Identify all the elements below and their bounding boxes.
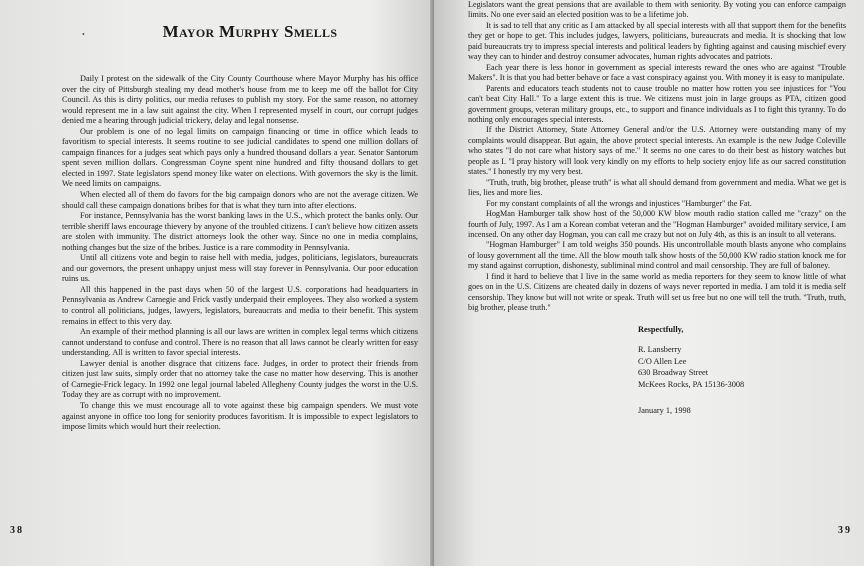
paragraph: When elected all of them do favors for the big campaign donors who are not the average citizen. We should call these campaign donations bribes for that is what they turn into after elections.: [62, 190, 418, 210]
paragraph: HogMan Hamburger talk show host of the 50,000 KW blow mouth radio station called me "crazy" on the fourth of July, 1997. As I am a Korean combat veteran and the "Hogman Hamburger" avoided military service, I am incensed. On any other day Hogman, you can call me crazy but not on July 4th, as this is an insult to all veterans.: [468, 209, 846, 239]
city-state-zip: McKees Rocks, PA 15136-3008: [638, 379, 745, 389]
paragraph: It is sad to tell that any critic as I am attacked by all special interests with all that support them for the benefits they get or hope to get. This includes judges, lawyers, politicians, bureaucrats and media. It is shocking that low paid bureaucrats try to impress special interests and political leaders by fighting against and causing mischief every way they can to hinder and destroy consumer advocates, human rights advocates and patriots.: [468, 20, 846, 62]
paragraph: "Truth, truth, big brother, please truth" is what all should demand from government and media. What we get is lies, lies and more lies.: [468, 177, 846, 198]
paragraph: Daily I protest on the sidewalk of the City County Courthouse where Mayor Murphy has his office over the city of Pittsburgh stealing my dead mother's house from me to keep me off the ballot for City Council. As this is dirty politics, our media refuses to publish my story. For the same reason, no attorney would represent me in a law suit against the city. When I represented myself in court, our corrupt judges denied me a hearing through judicial trickery, delay and legal nonsense.: [62, 74, 418, 126]
article-title: Mayor Murphy Smells: [162, 22, 338, 41]
paragraph: Each year there is less honor in government as special interests reward the ones who are against "Trouble Makers". It is that you had better behave or face a vast conspiracy against you. With money it is easy to manipulate.: [468, 62, 846, 83]
right-body: [468, 0, 846, 314]
paragraph: "Hogman Hamburger" I am told weighs 350 pounds. His uncontrollable mouth blasts anyone who complains of lousy government all the time. All the blow mouth talk show hosts of the 50,000 KW radio station knock me for my stand against corruption, dishonesty, subliminal mind control and mail censorship. They are full of baloney.: [468, 240, 846, 271]
care-of-line: C/O Allen Lee: [638, 356, 687, 366]
letter-date: January 1, 1998: [638, 406, 691, 416]
paragraph: I find it hard to believe that I live in the same world as media reporters for they seem to know little of what goes on in the U.S. Citizens are cheated daily in dozens of ways never reported in media. I am told it is media self censorship. They know but will not write or speak. Truth will set us free but no one will tell the truth. "Truth, truth, big brother, please truth.": [468, 271, 846, 313]
right-page: [434, 0, 864, 566]
closing: Respectfully,: [638, 324, 684, 334]
paragraph: If the District Attorney, State Attorney General and/or the U.S. Attorney were outstanding many of my complaints would disappear. But again, the above protect special interests. An example is the new Judge Coleville who states "I do not care what history says of me." It seems no one cares to do their best as history watches but people as I. "I pray history will look very kindly on my efforts to help society enjoy life as our sacred constitution states." I honestly try my very best.: [468, 125, 846, 177]
paragraph: For instance, Pennsylvania has the worst banking laws in the U.S., which protect the banks only. Our terrible sheriff laws encourage thievery by anyone of the troubled citizens. I can't believe how citizen assets are stolen with immunity. The district attorneys look the other way. Since no one in media complains, nothing changes but the size of the bribes. Justice is a rare commodity in Pennsylvania.: [62, 211, 418, 252]
paragraph: Lawyer denial is another disgrace that citizens face. Judges, in order to protect their friends from citizen just law suits, simply order that no attorney take the case no matter how deserving. This is another of Carnegie-Frick legacy. In 1992 one legal journal labeled Allegheny County judges the worst in the U.S. Today they are as corrupt with no improvement.: [62, 358, 418, 400]
paragraph: Our problem is one of no legal limits on campaign financing or time in office which leads to favoritism to special interests. It seems routine to see judicial candidates to spend one million dollars of campaign finances for a judges seat which pays only a hundred thousand dollars a year. Senator Santorum spent seven million dollars. Congressman Coyne spent nine hundred and fifty thousand dollars to get elected in 1997. State legislators spend money like water on elections. With governors the sky is the limit. We need limits on campaigns.: [62, 126, 418, 189]
paragraph: Legislators want the great pensions that are available to them with seniority. By voting you can enforce campaign limits. No one ever said an elected position was to be a lifetime job.: [468, 0, 846, 20]
paragraph: Until all citizens vote and begin to raise hell with media, judges, politicians, legislators, bureaucrats and our governors, the present unhappy unjust mess will stay forever in Pennsylvania. Our poor education ruins us.: [62, 253, 418, 284]
signer-name: R. Lansberry: [638, 345, 682, 355]
signature-block: [638, 324, 846, 417]
paragraph: All this happened in the past days when 50 of the largest U.S. corporations had headquarters in Pennsylvania as Andrew Carnegie and Frick vastly underpaid their employees. They also worked a system to control all politicians, judges, lawyers, legislators, bureaucrats and media to their benefit. This system remains in effect to this very day.: [62, 284, 418, 326]
page-number: 38: [10, 525, 24, 536]
ink-mark: •: [82, 30, 85, 39]
left-body: [62, 74, 418, 433]
street-address: 630 Broadway Street: [638, 368, 709, 378]
paragraph: An example of their method planning is all our laws are written in complex legal terms which citizens cannot understand to confuse and control. There is no reason that all laws cannot be clearly written for easy understanding. All is written to favor special interests.: [62, 327, 418, 358]
paragraph: To change this we must encourage all to vote against these big campaign spenders. We must vote against anyone in office too long for seniority produces favoritism. It is impossible to expect legislators to impose limits which would hurt their reelection.: [62, 400, 418, 432]
paragraph: For my constant complaints of all the wrongs and injustices "Hamburger" the Fat.: [486, 198, 752, 208]
page-number: 39: [838, 525, 852, 536]
paragraph: Parents and educators teach students not to cause trouble no matter how rotten you see injustices for "You can't beat City Hall." To a large extent this is true. We citizens must join in large groups as PTA, citizen good government groups, veteran military groups, etc., to support and finance individuals as I to fight this tyranny. To do nothing only encourages special interests.: [468, 83, 846, 124]
